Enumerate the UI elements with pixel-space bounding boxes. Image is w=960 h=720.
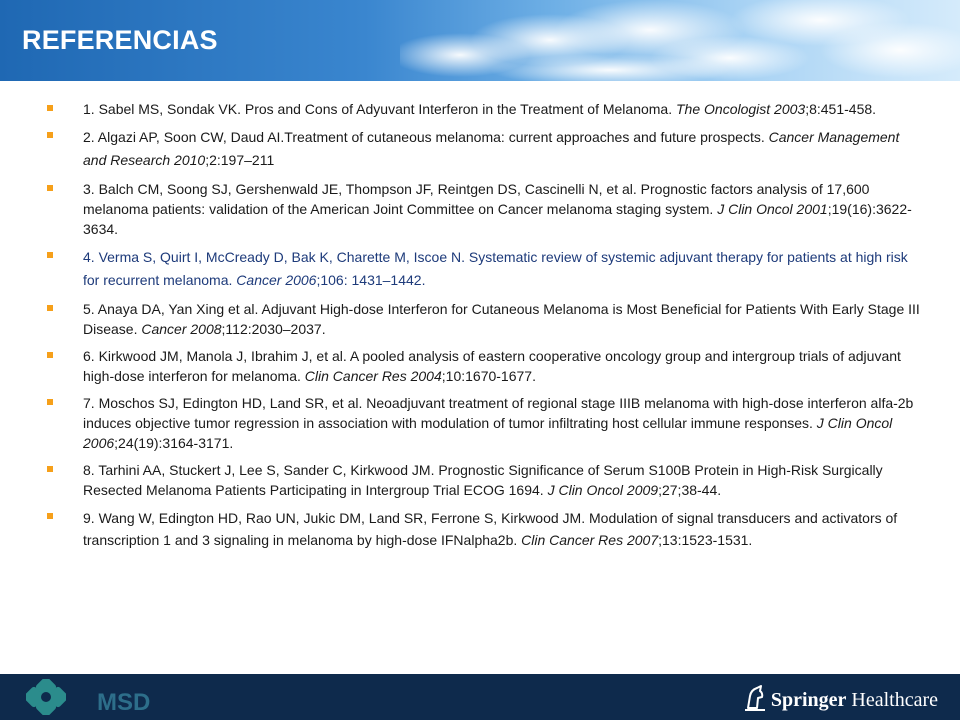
reference-item-3 [0,179,960,239]
square-bullet-icon [47,252,53,258]
reference-text: 5. Anaya DA, Yan Xing et al. Adjuvant High-dose Interferon for Cutaneous Melanoma is Most Beneficial for Patients With Early Stage III Disease. Cancer 2008;112:2030–2037. [83,301,920,337]
msd-logo [26,680,151,716]
square-bullet-icon [47,352,53,358]
reference-item-4 [0,246,960,292]
reference-item-2 [0,126,960,172]
msd-logo-text: MSD [97,689,151,716]
reference-item-9 [0,507,960,551]
reference-journal: J Clin Oncol 2006 [83,415,893,451]
reference-text: 9. Wang W, Edington HD, Rao UN, Jukic DM, Land SR, Ferrone S, Kirkwood JM. Modulation of signal transducers and activators of transcription 1 and 3 signaling in melanoma by high-dose IFNalpha2b. Clin Cancer Res 2007;13:1523-1531. [83,510,898,548]
reference-item-1 [0,99,960,119]
square-bullet-icon [47,513,53,519]
reference-text: 3. Balch CM, Soong SJ, Gershenwald JE, Thompson JF, Reintgen DS, Cascinelli N, et al. Prognostic factors analysis of 17,600 melanoma patients: validation of the American Joint Committee on Cancer melanoma staging system. J Clin Oncol 2001;19(16):3622-3634. [83,181,912,237]
springer-healthcare-logo [738,682,938,714]
reference-item-8 [0,460,960,500]
reference-item-5 [0,299,960,339]
reference-journal: J Clin Oncol 2009 [547,482,659,498]
reference-text: 6. Kirkwood JM, Manola J, Ibrahim J, et al. A pooled analysis of eastern cooperative oncology group and intergroup trials of adjuvant high-dose interferon for melanoma. Clin Cancer Res 2004;10:1670-1677. [83,348,901,384]
springer-horse-icon [742,684,768,712]
square-bullet-icon [47,132,53,138]
reference-journal: Clin Cancer Res 2007 [521,532,659,548]
square-bullet-icon [47,105,53,111]
reference-journal: Cancer 2006 [236,272,317,288]
reference-text: 4. Verma S, Quirt I, McCready D, Bak K, Charette M, Iscoe N. Systematic review of systemic adjuvant therapy for patients at high risk for recurrent melanoma. Cancer 2006;106: 1431–1442. [83,249,908,288]
springer-wordmark: Springer Healthcare [770,689,938,711]
reference-item-6 [0,346,960,386]
page-title: REFERENCIAS [22,25,218,55]
reference-item-7 [0,393,960,453]
reference-text: 7. Moschos SJ, Edington HD, Land SR, et al. Neoadjuvant treatment of regional stage IIIB melanoma with high-dose interferon alfa-2b induces objective tumor regression in association with modulation of tumor infiltrating host cellular immune responses. J Clin Oncol 2006;24(19):3164-3171. [83,395,914,451]
reference-text: 1. Sabel MS, Sondak VK. Pros and Cons of Adyuvant Interferon in the Treatment of Melanoma. The Oncologist 2003;8:451-458. [83,101,877,117]
slide-footer [0,674,960,720]
square-bullet-icon [47,305,53,311]
reference-journal: The Oncologist 2003 [676,101,806,117]
square-bullet-icon [47,466,53,472]
clouds-decoration [400,0,960,81]
reference-text: 8. Tarhini AA, Stuckert J, Lee S, Sander C, Kirkwood JM. Prognostic Significance of Serum S100B Protein in High-Risk Surgically Resected Melanoma Patients Participating in Intergroup Trial ECOG 1694. J Clin Oncol 2009;27;38-44. [83,462,883,498]
reference-journal: Clin Cancer Res 2004 [304,368,442,384]
slide-header [0,0,960,81]
square-bullet-icon [47,399,53,405]
msd-logo-icon [26,679,66,715]
reference-list [0,99,960,558]
reference-journal: Cancer Management and Research 2010 [83,129,900,168]
square-bullet-icon [47,185,53,191]
reference-text: 2. Algazi AP, Soon CW, Daud AI.Treatment of cutaneous melanoma: current approaches and future prospects. Cancer Management and Research 2010;2:197–211 [83,129,900,168]
reference-journal: Cancer 2008 [141,321,222,337]
reference-journal: J Clin Oncol 2001 [717,201,828,217]
